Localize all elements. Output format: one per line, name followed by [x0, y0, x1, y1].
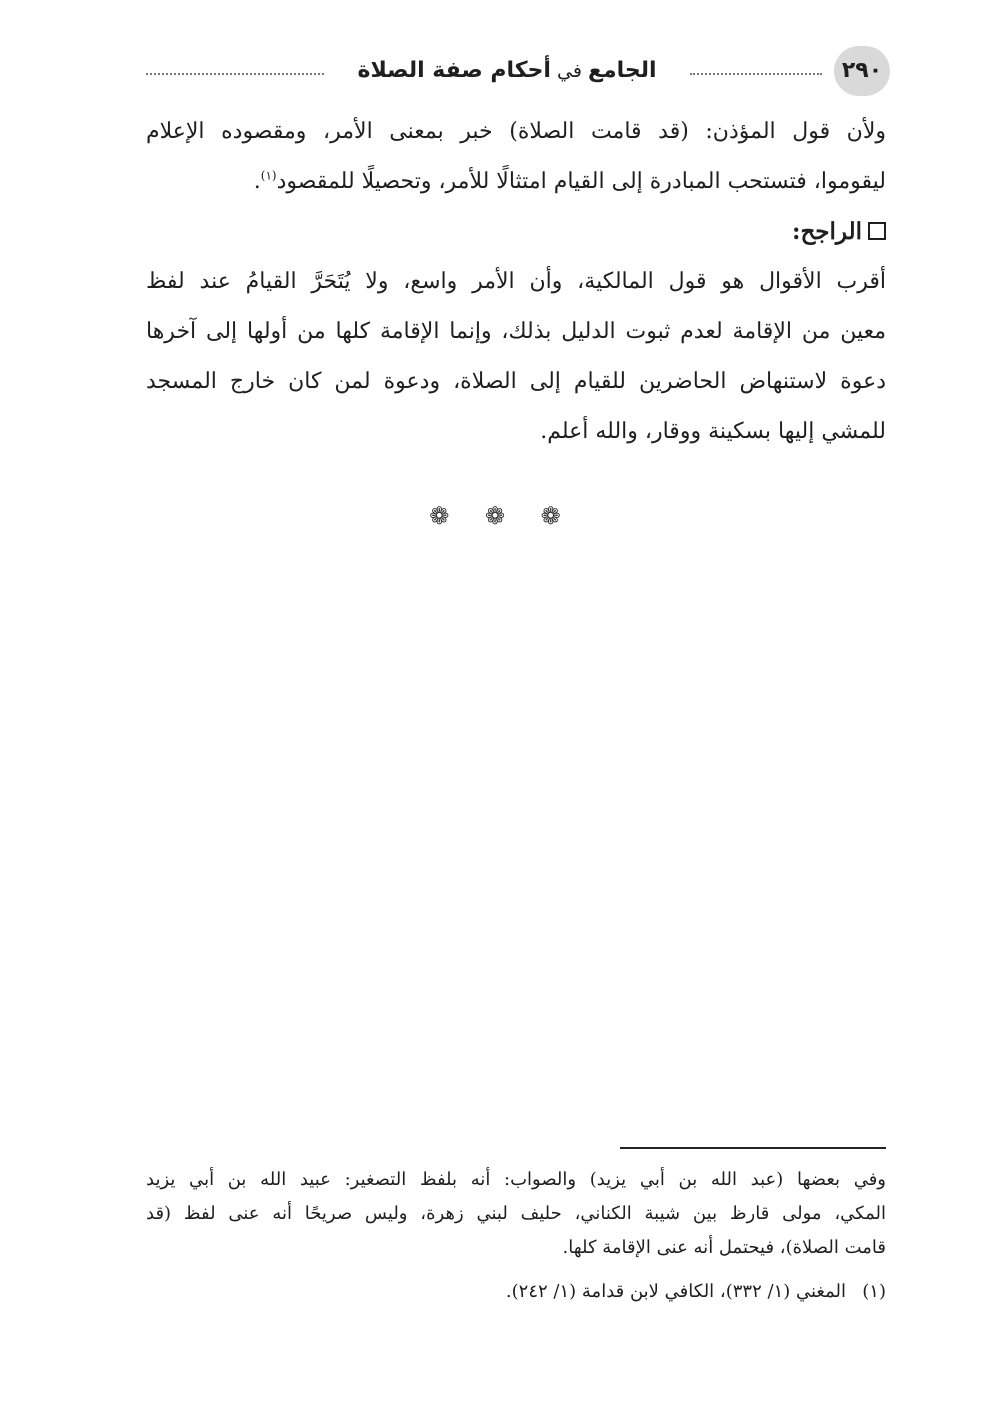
footnote-number: (١) — [862, 1281, 886, 1302]
book-title-rest: أحكام صفة الصلاة — [357, 58, 551, 83]
book-title — [338, 56, 676, 86]
footnote-rule — [620, 1147, 886, 1149]
body-line: أقرب الأقوال هو قول المالكية، وأن الأمر واسع، ولا يُتَحَرَّ القيامُ عند لفظ — [146, 269, 886, 294]
footnote-text: المغني (١/ ٣٣٢)، الكافي لابن قدامة (١/ ٢٤٢). — [505, 1281, 846, 1302]
body-line: دعوة لاستنهاض الحاضرين للقيام إلى الصلاة، ودعوة لمن كان خارج المسجد — [146, 369, 886, 394]
body-line-end: . — [253, 169, 261, 194]
header-dotted-leader — [690, 73, 822, 75]
book-title-main: الجامع — [587, 58, 657, 83]
footnote-line: قامت الصلاة)، فيحتمل أنه عنى الإقامة كلها. — [562, 1237, 886, 1258]
footnote-line: المكي، مولى قارظ بين شيبة الكناني، حليف لبني زهرة، وليس صريحًا أنه عنى لفظ (قد — [146, 1203, 886, 1224]
body-line — [146, 162, 886, 202]
body-line: معين من الإقامة لعدم ثبوت الدليل بذلك، وإنما الإقامة كلها من أولها إلى آخرها — [146, 319, 886, 344]
section-separator-ornament: ❁ ❁ ❁ — [429, 502, 575, 530]
body-line: للمشي إليها بسكينة ووقار، والله أعلم. — [540, 419, 886, 444]
checkbox-icon — [868, 222, 886, 240]
section-heading-text: الراجح: — [791, 218, 862, 245]
body-line-text: ليقوموا، فتستحب المبادرة إلى القيام امتثالًا للأمر، وتحصيلًا للمقصود — [276, 169, 886, 194]
body-line: ولأن قول المؤذن: (قد قامت الصلاة) خبر بمعنى الأمر، ومقصوده الإعلام — [146, 119, 886, 144]
page-number-badge: ٢٩٠ — [834, 46, 890, 96]
footnote-line: وفي بعضها (عبد الله بن أبي يزيد) والصواب: أنه بلفظ التصغير: عبيد الله بن أبي يزيد — [146, 1169, 886, 1190]
book-title-connector: في — [557, 60, 582, 82]
footnote-entry — [146, 1277, 886, 1307]
footnote-reference[interactable]: (١) — [260, 168, 277, 183]
running-header — [146, 46, 890, 96]
section-heading — [146, 212, 886, 252]
header-dotted-leader — [146, 73, 324, 75]
